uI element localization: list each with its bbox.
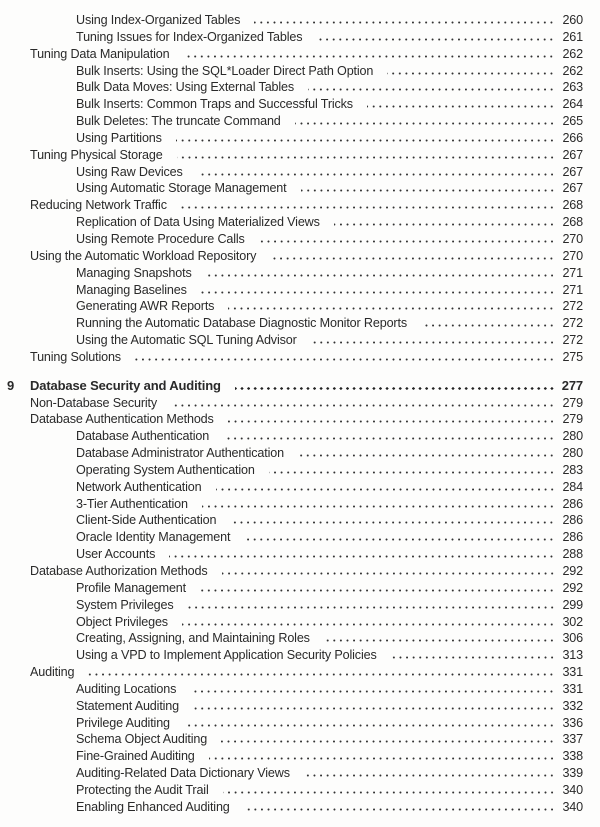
dot-leader bbox=[184, 724, 555, 727]
toc-entry bbox=[0, 563, 600, 580]
page-number: 277 bbox=[561, 377, 583, 393]
dot-leader bbox=[197, 173, 555, 176]
page-number: 336 bbox=[562, 715, 583, 730]
page-number: 331 bbox=[562, 665, 583, 680]
entry-title: Schema Object Auditing bbox=[76, 732, 208, 747]
page-number: 337 bbox=[562, 732, 583, 747]
dot-leader bbox=[235, 387, 555, 390]
chapter-number: 9 bbox=[7, 377, 15, 393]
entry-title: Bulk Deletes: The truncate Command bbox=[76, 114, 281, 129]
entry-title: Reducing Network Traffic bbox=[30, 198, 167, 213]
toc-entry bbox=[0, 46, 600, 63]
page-number: 339 bbox=[562, 766, 583, 781]
toc-entry bbox=[0, 147, 600, 164]
page-number: 262 bbox=[562, 63, 583, 78]
entry-title: Statement Auditing bbox=[76, 698, 180, 713]
page-number: 338 bbox=[562, 749, 583, 764]
dot-leader bbox=[201, 291, 555, 294]
page-number: 272 bbox=[562, 316, 583, 331]
dot-leader bbox=[223, 437, 555, 440]
page-number: 268 bbox=[562, 215, 583, 230]
dot-leader bbox=[311, 341, 555, 344]
toc-entry bbox=[0, 479, 600, 496]
toc-entry bbox=[0, 265, 600, 282]
toc-entry bbox=[0, 664, 600, 681]
page-number: 286 bbox=[562, 530, 583, 545]
entry-title: Replication of Data Using Materialized Views bbox=[76, 215, 320, 230]
toc-entry bbox=[0, 580, 600, 597]
entry-title: Tuning Data Manipulation bbox=[30, 46, 170, 61]
entry-title: Auditing bbox=[30, 665, 75, 680]
entry-title: Bulk Inserts: Common Traps and Successful Tricks bbox=[76, 97, 353, 112]
entry-title: Using the Automatic Workload Repository bbox=[30, 248, 257, 263]
page-number: 284 bbox=[562, 479, 583, 494]
toc-entry bbox=[0, 248, 600, 265]
page-number: 267 bbox=[562, 181, 583, 196]
entry-title: User Accounts bbox=[76, 547, 156, 562]
dot-leader bbox=[216, 488, 555, 491]
page-number: 292 bbox=[562, 564, 583, 578]
toc-entry bbox=[0, 96, 600, 113]
dot-leader bbox=[135, 358, 555, 361]
page-number: 286 bbox=[562, 513, 583, 528]
entry-title: Non-Database Security bbox=[30, 395, 158, 410]
toc-entry bbox=[0, 715, 600, 732]
page-number: 279 bbox=[562, 412, 583, 427]
table-of-contents bbox=[0, 12, 600, 816]
dot-leader bbox=[270, 257, 555, 260]
entry-title: Database Authentication Methods bbox=[30, 412, 214, 427]
dot-leader bbox=[316, 38, 555, 41]
dot-leader bbox=[206, 274, 555, 277]
dot-leader bbox=[387, 72, 555, 75]
toc-entry bbox=[0, 546, 600, 563]
entry-title: Enabling Enhanced Auditing bbox=[76, 799, 230, 814]
dot-leader bbox=[169, 555, 555, 558]
entry-title: Using Partitions bbox=[76, 130, 162, 145]
dot-leader bbox=[367, 105, 555, 108]
toc-entry bbox=[0, 214, 600, 231]
toc-entry bbox=[0, 782, 600, 799]
entry-title: Using the Automatic SQL Tuning Advisor bbox=[76, 333, 297, 348]
page-number: 266 bbox=[562, 130, 583, 145]
entry-title: Tuning Solutions bbox=[30, 349, 121, 364]
dot-leader bbox=[391, 656, 555, 659]
entry-title: Running the Automatic Database Diagnostic Monitor Reports bbox=[76, 316, 407, 331]
page-number: 299 bbox=[562, 597, 583, 612]
dot-leader bbox=[223, 791, 555, 794]
entry-title: Bulk Data Moves: Using External Tables bbox=[76, 80, 295, 95]
toc-entry bbox=[0, 614, 600, 631]
page-number: 262 bbox=[562, 46, 583, 61]
toc-entry bbox=[0, 630, 600, 647]
entry-title: Protecting the Audit Trail bbox=[76, 782, 209, 797]
entry-title: Network Authentication bbox=[76, 479, 202, 494]
dot-leader bbox=[200, 589, 555, 592]
entry-title: Using Automatic Storage Management bbox=[76, 181, 287, 196]
toc-entry bbox=[0, 597, 600, 614]
entry-title: Using a VPD to Implement Application Security Policies bbox=[76, 648, 377, 663]
toc-entry bbox=[0, 12, 600, 29]
page-number: 271 bbox=[562, 265, 583, 280]
toc-entry bbox=[0, 332, 600, 349]
entry-title: Database Security and Auditing bbox=[30, 377, 221, 393]
page-number: 288 bbox=[562, 547, 583, 562]
dot-leader bbox=[202, 505, 555, 508]
toc-entry bbox=[0, 496, 600, 513]
entry-title: Tuning Issues for Index-Organized Tables bbox=[76, 29, 303, 44]
toc-entry bbox=[0, 698, 600, 715]
dot-leader bbox=[259, 240, 555, 243]
toc-entry bbox=[0, 113, 600, 130]
toc-entry bbox=[0, 130, 600, 147]
entry-title: Bulk Inserts: Using the SQL*Loader Direct Path Option bbox=[76, 63, 374, 78]
dot-leader bbox=[244, 538, 555, 541]
page-number: 267 bbox=[562, 147, 583, 162]
page-number: 272 bbox=[562, 299, 583, 314]
page-number: 275 bbox=[562, 349, 583, 364]
toc-entry bbox=[0, 315, 600, 332]
page-number: 331 bbox=[562, 681, 583, 696]
page-number: 302 bbox=[562, 614, 583, 629]
page-number: 265 bbox=[562, 114, 583, 129]
entry-title: Auditing-Related Data Dictionary Views bbox=[76, 766, 290, 781]
dot-leader bbox=[88, 673, 555, 676]
toc-entry bbox=[0, 681, 600, 698]
dot-leader bbox=[177, 156, 555, 159]
toc-entry bbox=[0, 647, 600, 664]
dot-leader bbox=[193, 707, 555, 710]
dot-leader bbox=[324, 639, 555, 642]
toc-entry bbox=[0, 349, 600, 366]
toc-entry bbox=[0, 29, 600, 46]
toc-entry bbox=[0, 462, 600, 479]
dot-leader bbox=[209, 757, 555, 760]
entry-title: Database Authentication bbox=[76, 429, 210, 444]
entry-title: 3-Tier Authentication bbox=[76, 496, 188, 511]
toc-entry bbox=[0, 164, 600, 181]
page-number: 260 bbox=[562, 13, 583, 27]
toc-entry bbox=[0, 282, 600, 299]
toc-entry bbox=[0, 231, 600, 248]
entry-title: System Privileges bbox=[76, 597, 174, 612]
toc-entry bbox=[0, 512, 600, 529]
dot-leader bbox=[228, 307, 555, 310]
dot-leader bbox=[181, 206, 555, 209]
toc-entry bbox=[0, 197, 600, 214]
page-number: 313 bbox=[562, 648, 583, 663]
toc-entry bbox=[0, 79, 600, 96]
dot-leader bbox=[308, 88, 555, 91]
dot-leader bbox=[222, 572, 555, 575]
entry-title: Creating, Assigning, and Maintaining Roles bbox=[76, 631, 310, 646]
page-number: 340 bbox=[562, 782, 583, 797]
page-number: 340 bbox=[562, 799, 583, 814]
entry-title: Operating System Authentication bbox=[76, 462, 255, 477]
page-number: 280 bbox=[562, 446, 583, 461]
dot-leader bbox=[244, 808, 555, 811]
page-number: 283 bbox=[562, 462, 583, 477]
page-number: 280 bbox=[562, 429, 583, 444]
toc-entry bbox=[0, 298, 600, 315]
entry-title: Fine-Grained Auditing bbox=[76, 749, 195, 764]
dot-leader bbox=[171, 404, 555, 407]
toc-entry bbox=[0, 765, 600, 782]
toc-chapter-entry bbox=[0, 378, 600, 395]
toc-entry bbox=[0, 445, 600, 462]
entry-title: Client-Side Authentication bbox=[76, 513, 217, 528]
toc-entry bbox=[0, 731, 600, 748]
page-number: 271 bbox=[562, 282, 583, 297]
dot-leader bbox=[182, 623, 555, 626]
entry-title: Using Raw Devices bbox=[76, 164, 183, 179]
page-number: 292 bbox=[562, 580, 583, 595]
dot-leader bbox=[334, 223, 555, 226]
dot-leader bbox=[188, 606, 555, 609]
entry-title: Tuning Physical Storage bbox=[30, 147, 163, 162]
toc-entry bbox=[0, 395, 600, 412]
page-number: 263 bbox=[562, 80, 583, 95]
toc-entry bbox=[0, 799, 600, 816]
dot-leader bbox=[304, 774, 555, 777]
dot-leader bbox=[176, 139, 555, 142]
entry-title: Auditing Locations bbox=[76, 681, 177, 696]
dot-leader bbox=[421, 324, 555, 327]
entry-title: Using Index-Organized Tables bbox=[76, 13, 241, 27]
page-number: 332 bbox=[562, 698, 583, 713]
toc-entry bbox=[0, 529, 600, 546]
toc-entry bbox=[0, 180, 600, 197]
toc-entry bbox=[0, 428, 600, 445]
entry-title: Generating AWR Reports bbox=[76, 299, 215, 314]
page-number: 286 bbox=[562, 496, 583, 511]
dot-leader bbox=[269, 471, 555, 474]
entry-title: Privilege Auditing bbox=[76, 715, 170, 730]
page-number: 264 bbox=[562, 97, 583, 112]
dot-leader bbox=[295, 122, 555, 125]
entry-title: Using Remote Procedure Calls bbox=[76, 231, 245, 246]
dot-leader bbox=[254, 21, 555, 24]
entry-title: Database Administrator Authentication bbox=[76, 446, 284, 461]
toc-entry bbox=[0, 63, 600, 80]
dot-leader bbox=[221, 740, 555, 743]
page-number: 267 bbox=[562, 164, 583, 179]
page-number: 261 bbox=[562, 29, 583, 44]
page-number: 270 bbox=[562, 231, 583, 246]
dot-leader bbox=[230, 521, 555, 524]
page-number: 268 bbox=[562, 198, 583, 213]
dot-leader bbox=[298, 454, 555, 457]
entry-title: Profile Management bbox=[76, 580, 187, 595]
dot-leader bbox=[183, 55, 555, 58]
entry-title: Oracle Identity Management bbox=[76, 530, 231, 545]
toc-entry bbox=[0, 411, 600, 428]
page-number: 279 bbox=[562, 395, 583, 410]
entry-title: Managing Snapshots bbox=[76, 265, 192, 280]
page-number: 270 bbox=[562, 248, 583, 263]
dot-leader bbox=[301, 189, 555, 192]
page-number: 272 bbox=[562, 333, 583, 348]
entry-title: Object Privileges bbox=[76, 614, 168, 629]
page-number: 306 bbox=[562, 631, 583, 646]
dot-leader bbox=[190, 690, 555, 693]
entry-title: Database Authorization Methods bbox=[30, 564, 208, 578]
toc-entry bbox=[0, 748, 600, 765]
dot-leader bbox=[228, 420, 555, 423]
entry-title: Managing Baselines bbox=[76, 282, 187, 297]
